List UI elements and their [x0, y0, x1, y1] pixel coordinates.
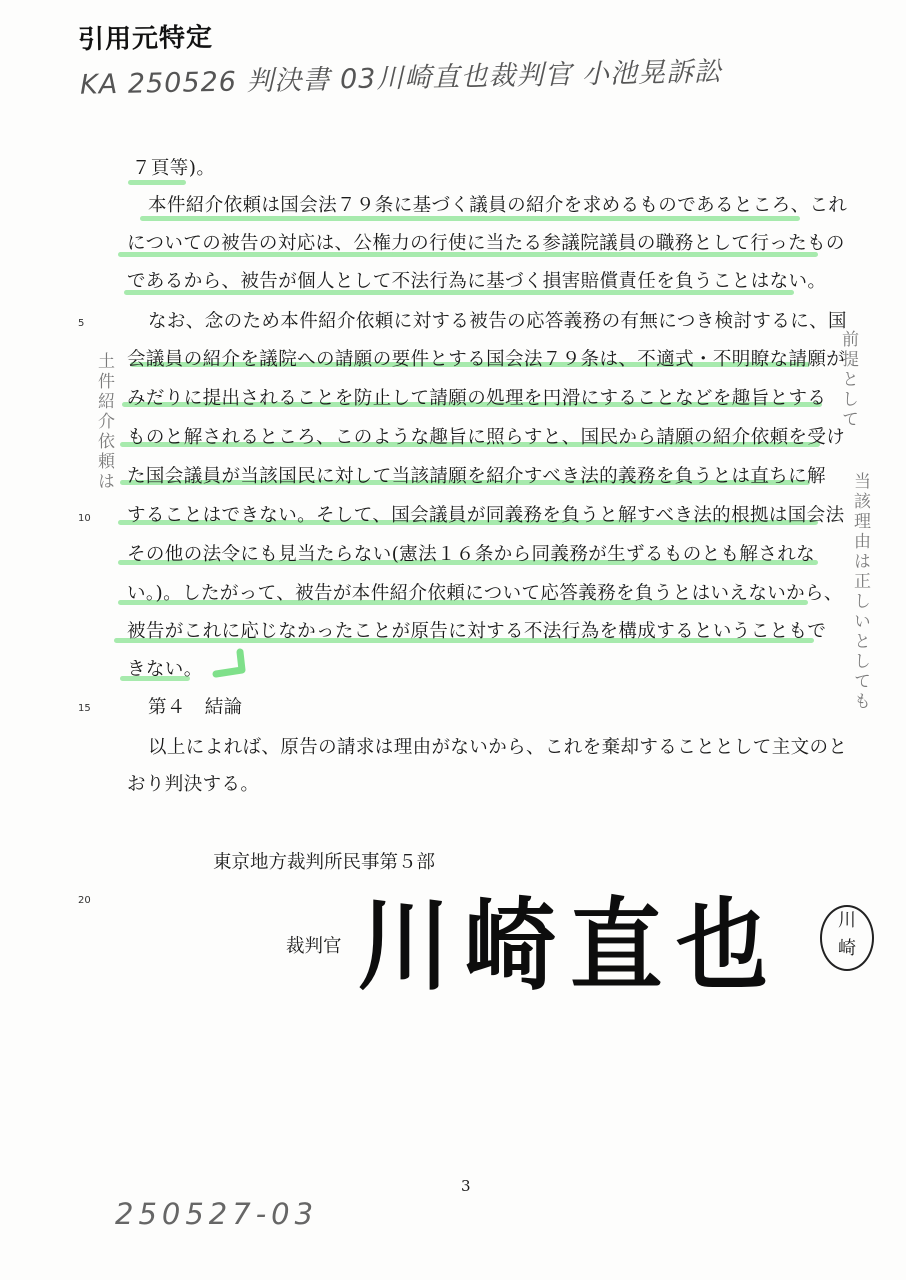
body-line-3: についての被告の対応は、公権力の行使に当たる参議院議員の職務として行ったもの — [127, 233, 845, 254]
body-line-8: ものと解されるところ、このような趣旨に照らすと、国民から請願の紹介依頼を受け — [127, 427, 846, 448]
line-number-20: 20 — [78, 895, 91, 906]
body-line-6: 会議員の紹介を議院への請願の要件とする国会法７９条は、不適式・不明瞭な請願が — [127, 349, 846, 370]
body-line-11: その他の法令にも見当たらない(憲法１６条から同義務が生ずるものとも解されな — [127, 544, 816, 565]
seal-char-2: 崎 — [838, 938, 856, 959]
judge-title: 裁判官 — [286, 936, 342, 957]
section-heading: 第４ 結論 — [148, 697, 243, 718]
highlight-check-mark — [212, 648, 252, 680]
body-line-2: 本件紹介依頼は国会法７９条に基づく議員の紹介を求めるものであるところ、これ — [148, 195, 848, 216]
line-number-10: 10 — [78, 513, 91, 524]
handwritten-bottom-code: 250527-03 — [115, 1197, 319, 1231]
handwritten-reference: KA 250526 判決書 03川崎直也裁判官 小池晃訴訟 — [79, 56, 723, 101]
body-line-14: きない。 — [127, 659, 203, 680]
body-line-1: ７頁等)。 — [132, 158, 216, 179]
line-number-5: 5 — [78, 318, 85, 329]
court-name: 東京地方裁判所民事第５部 — [213, 852, 436, 873]
body-line-7: みだりに提出されることを防止して請願の処理を円滑にすることなどを趣旨とする — [127, 388, 827, 409]
body-line-12: い。)。したがって、被告が本件紹介依頼について応答義務を負うとはいえないから、 — [127, 583, 843, 604]
judge-signature: 川崎直也 — [358, 887, 783, 1004]
line-number-15: 15 — [78, 703, 91, 714]
right-margin-note-2: 当該理由は正しいとしても — [850, 472, 870, 712]
body-line-5: なお、念のため本件紹介依頼に対する被告の応答義務の有無につき検討するに、国 — [148, 311, 847, 332]
right-margin-note-1: 前提として — [838, 330, 858, 430]
body-line-4: であるから、被告が個人として不法行為に基づく損害賠償責任を負うことはない。 — [127, 271, 827, 292]
handwritten-top-label: 引用元特定 — [77, 22, 214, 56]
body-line-16: 以上によれば、原告の請求は理由がないから、これを棄却することとして主文のと — [148, 737, 848, 758]
body-line-9: た国会議員が当該国民に対して当該請願を紹介すべき法的義務を負うとは直ちに解 — [127, 466, 826, 487]
body-line-17: おり判決する。 — [127, 774, 260, 795]
left-margin-note: 土件紹介依頼は — [94, 352, 114, 492]
body-line-13: 被告がこれに応じなかったことが原告に対する不法行為を構成するということもで — [127, 621, 827, 642]
page-number: 3 — [461, 1177, 471, 1195]
body-line-10: することはできない。そして、国会議員が同義務を負うと解すべき法的根拠は国会法 — [127, 505, 845, 526]
seal-char-1: 川 — [838, 910, 856, 931]
judge-seal — [820, 905, 874, 971]
